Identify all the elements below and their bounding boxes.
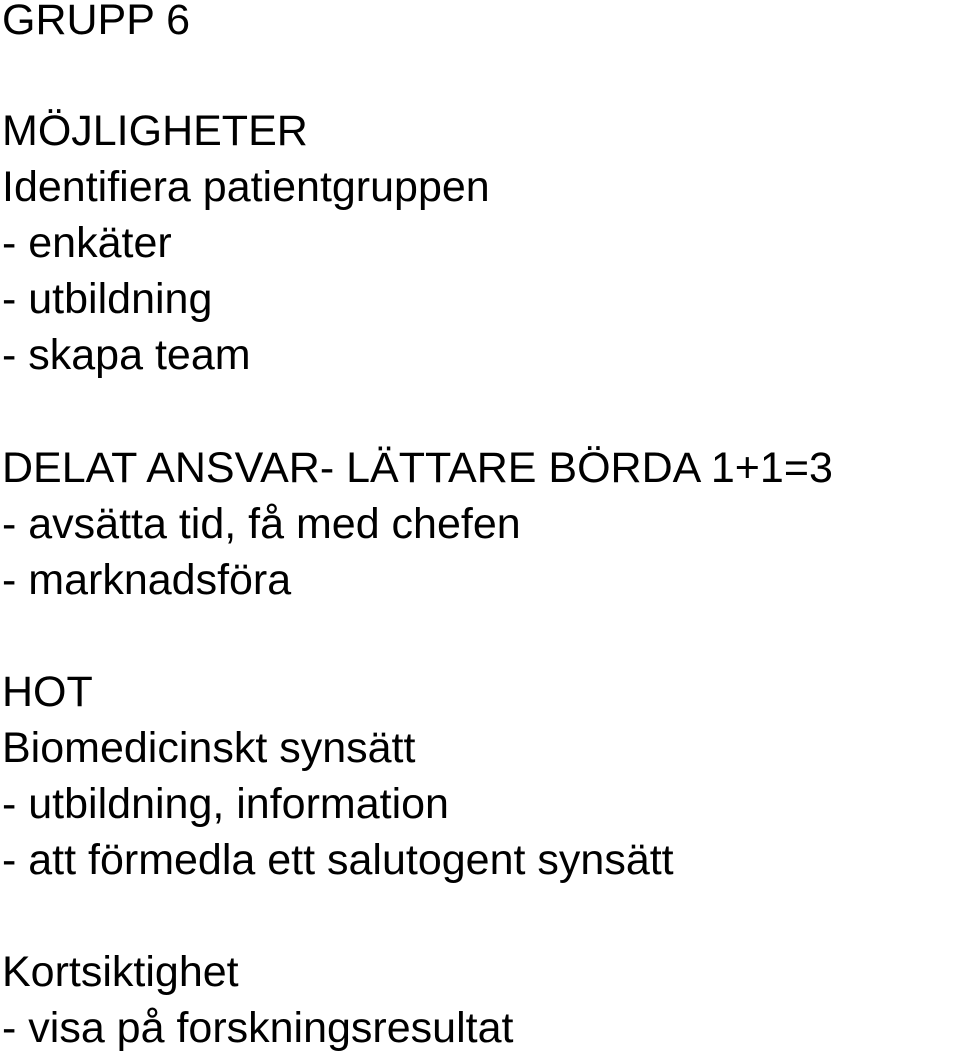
section-heading-delat-ansvar: DELAT ANSVAR- LÄTTARE BÖRDA 1+1=3 (2, 444, 833, 492)
text-line: Biomedicinskt synsätt (2, 724, 416, 772)
list-item: - visa på forskningsresultat (2, 1004, 514, 1052)
list-item: - marknadsföra (2, 556, 292, 604)
section-heading-hot: HOT (2, 668, 93, 716)
list-item: - skapa team (2, 331, 251, 379)
section-heading-mojligheter: MÖJLIGHETER (2, 107, 308, 155)
text-line: Identifiera patientgruppen (2, 163, 490, 211)
list-item: - avsätta tid, få med chefen (2, 500, 521, 548)
list-item: - utbildning, information (2, 780, 449, 828)
list-item: - att förmedla ett salutogent synsätt (2, 836, 674, 884)
document-title: GRUPP 6 (2, 0, 190, 44)
list-item: - enkäter (2, 219, 172, 267)
list-item: - utbildning (2, 275, 213, 323)
section-heading-kortsiktighet: Kortsiktighet (2, 948, 239, 996)
